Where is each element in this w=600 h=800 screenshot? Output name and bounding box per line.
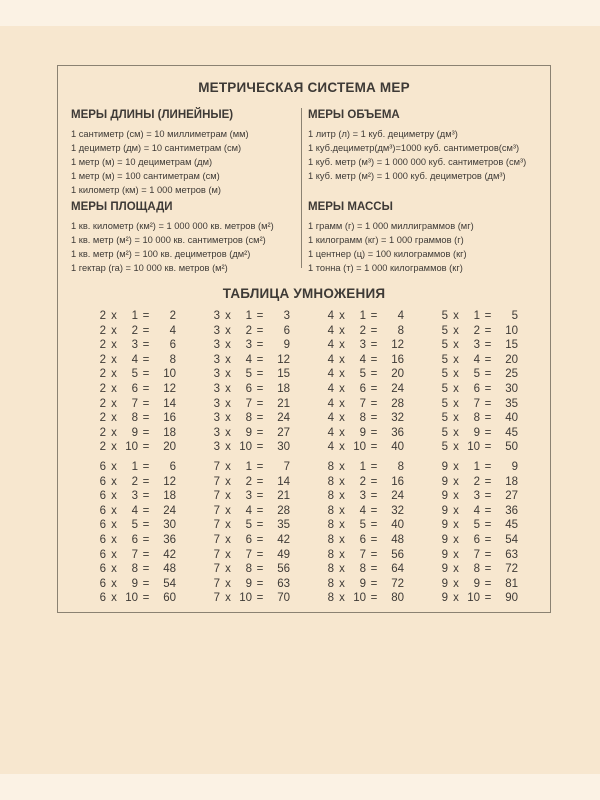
mult-row: 8 x 7 = 56 bbox=[327, 548, 404, 561]
mult-row: 8 x 5 = 40 bbox=[327, 519, 404, 532]
mult-row: 4 x 4 = 16 bbox=[327, 353, 404, 366]
mult-row: 8 x 2 = 16 bbox=[327, 475, 404, 488]
mult-row: 3 x 3 = 9 bbox=[213, 339, 290, 352]
mult-row: 6 x 8 = 48 bbox=[99, 563, 176, 576]
multiplication-title: ТАБЛИЦА УМНОЖЕНИЯ bbox=[222, 286, 386, 301]
section-volume bbox=[308, 109, 526, 183]
mult-row: 4 x 10 = 40 bbox=[327, 441, 404, 454]
mult-row: 5 x 3 = 15 bbox=[441, 339, 518, 352]
mult-row: 8 x 6 = 48 bbox=[327, 533, 404, 546]
mult-row: 4 x 6 = 24 bbox=[327, 382, 404, 395]
mult-block-5 bbox=[438, 309, 518, 455]
mult-row: 9 x 7 = 63 bbox=[441, 548, 518, 561]
conversion-line: 1 куб. метр (м²) = 1 000 куб. дециметров (дм³) bbox=[308, 171, 506, 181]
conversion-line: 1 метр (м) = 100 сантиметрам (см) bbox=[71, 171, 220, 181]
section-length bbox=[71, 109, 249, 197]
conversion-line: 1 кв. километр (км²) = 1 000 000 кв. метров (м²) bbox=[71, 221, 274, 231]
mult-row: 5 x 9 = 45 bbox=[441, 426, 518, 439]
conversion-line: 1 метр (м) = 10 дециметрам (дм) bbox=[71, 157, 213, 167]
conversion-line: 1 грамм (г) = 1 000 миллиграммов (мг) bbox=[308, 221, 474, 231]
conversion-line: 1 куб.дециметр(дм³)=1000 куб. сантиметров(см³) bbox=[308, 143, 520, 153]
section-area bbox=[71, 201, 274, 275]
mult-row: 4 x 2 = 8 bbox=[327, 324, 404, 337]
mult-row: 8 x 4 = 32 bbox=[327, 504, 404, 517]
mult-row: 5 x 8 = 40 bbox=[441, 412, 518, 425]
mult-row: 9 x 1 = 9 bbox=[441, 461, 518, 473]
section-heading: МЕРЫ ПЛОЩАДИ bbox=[71, 201, 173, 213]
mult-row: 3 x 7 = 21 bbox=[213, 397, 290, 410]
mult-block-2 bbox=[96, 309, 176, 455]
conversion-line: 1 тонна (т) = 1 000 килограммов (кг) bbox=[308, 263, 463, 273]
mult-row: 3 x 5 = 15 bbox=[213, 368, 290, 381]
section-heading: МЕРЫ МАССЫ bbox=[308, 201, 393, 213]
mult-row: 9 x 6 = 54 bbox=[441, 533, 518, 546]
mult-row: 4 x 1 = 4 bbox=[327, 310, 404, 322]
mult-row: 5 x 2 = 10 bbox=[441, 324, 518, 337]
mult-row: 5 x 4 = 20 bbox=[441, 353, 518, 366]
mult-row: 2 x 6 = 12 bbox=[99, 382, 176, 395]
mult-row: 6 x 7 = 42 bbox=[99, 548, 176, 561]
mult-row: 5 x 10 = 50 bbox=[441, 441, 518, 454]
mult-row: 2 x 9 = 18 bbox=[99, 426, 176, 439]
mult-row: 7 x 8 = 56 bbox=[213, 563, 290, 576]
mult-row: 5 x 7 = 35 bbox=[441, 397, 518, 410]
mult-block-8 bbox=[324, 460, 404, 606]
mult-row: 2 x 3 = 6 bbox=[99, 339, 176, 352]
mult-row: 3 x 6 = 18 bbox=[213, 382, 290, 395]
mult-row: 3 x 1 = 3 bbox=[213, 310, 290, 322]
section-mass bbox=[308, 201, 474, 275]
conversion-line: 1 гектар (га) = 10 000 кв. метров (м²) bbox=[71, 263, 228, 273]
mult-row: 9 x 8 = 72 bbox=[441, 563, 518, 576]
conversion-line: 1 сантиметр (см) = 10 миллиметрам (мм) bbox=[71, 129, 249, 139]
mult-row: 6 x 3 = 18 bbox=[99, 490, 176, 503]
mult-row: 3 x 2 = 6 bbox=[213, 324, 290, 337]
mult-row: 9 x 9 = 81 bbox=[441, 577, 518, 590]
mult-row: 2 x 5 = 10 bbox=[99, 368, 176, 381]
mult-row: 6 x 5 = 30 bbox=[99, 519, 176, 532]
mult-row: 8 x 8 = 64 bbox=[327, 563, 404, 576]
mult-row: 2 x 10 = 20 bbox=[99, 441, 176, 454]
mult-row: 7 x 7 = 49 bbox=[213, 548, 290, 561]
bottom-margin bbox=[0, 774, 600, 800]
mult-row: 7 x 1 = 7 bbox=[213, 461, 290, 473]
mult-row: 4 x 8 = 32 bbox=[327, 412, 404, 425]
mult-row: 7 x 10 = 70 bbox=[213, 592, 290, 605]
conversion-line: 1 куб. метр (м³) = 1 000 000 куб. сантиметров (см³) bbox=[308, 157, 527, 167]
mult-row: 9 x 4 = 36 bbox=[441, 504, 518, 517]
mult-row: 6 x 2 = 12 bbox=[99, 475, 176, 488]
mult-row: 5 x 6 = 30 bbox=[441, 382, 518, 395]
mult-row: 4 x 7 = 28 bbox=[327, 397, 404, 410]
mult-row: 2 x 8 = 16 bbox=[99, 412, 176, 425]
mult-row: 3 x 9 = 27 bbox=[213, 426, 290, 439]
mult-row: 8 x 10 = 80 bbox=[327, 592, 404, 605]
mult-row: 7 x 2 = 14 bbox=[213, 475, 290, 488]
mult-row: 3 x 10 = 30 bbox=[213, 441, 290, 454]
mult-block-9 bbox=[438, 460, 518, 606]
mult-row: 3 x 8 = 24 bbox=[213, 412, 290, 425]
mult-row: 7 x 6 = 42 bbox=[213, 533, 290, 546]
conversion-line: 1 литр (л) = 1 куб. дециметру (дм³) bbox=[308, 129, 458, 139]
mult-row: 7 x 9 = 63 bbox=[213, 577, 290, 590]
mult-row: 7 x 3 = 21 bbox=[213, 490, 290, 503]
mult-row: 7 x 4 = 28 bbox=[213, 504, 290, 517]
conversion-line: 1 дециметр (дм) = 10 сантиметрам (см) bbox=[71, 143, 242, 153]
mult-row: 4 x 5 = 20 bbox=[327, 368, 404, 381]
mult-row: 6 x 10 = 60 bbox=[99, 592, 176, 605]
mult-row: 6 x 6 = 36 bbox=[99, 533, 176, 546]
mult-row: 8 x 3 = 24 bbox=[327, 490, 404, 503]
mult-row: 6 x 4 = 24 bbox=[99, 504, 176, 517]
mult-row: 8 x 9 = 72 bbox=[327, 577, 404, 590]
mult-row: 7 x 5 = 35 bbox=[213, 519, 290, 532]
mult-row: 5 x 5 = 25 bbox=[441, 368, 518, 381]
mult-row: 4 x 3 = 12 bbox=[327, 339, 404, 352]
mult-row: 6 x 9 = 54 bbox=[99, 577, 176, 590]
conversion-line: 1 килограмм (кг) = 1 000 граммов (г) bbox=[308, 235, 464, 245]
mult-block-7 bbox=[210, 460, 290, 606]
mult-row: 6 x 1 = 6 bbox=[99, 461, 176, 473]
section-heading: МЕРЫ ОБЪЕМА bbox=[308, 109, 400, 121]
mult-row: 4 x 9 = 36 bbox=[327, 426, 404, 439]
mult-row: 9 x 2 = 18 bbox=[441, 475, 518, 488]
mult-row: 2 x 4 = 8 bbox=[99, 353, 176, 366]
conversion-line: 1 километр (км) = 1 000 метров (м) bbox=[71, 185, 222, 195]
mult-block-3 bbox=[210, 309, 290, 455]
mult-block-6 bbox=[96, 460, 176, 606]
conversion-line: 1 кв. метр (м²) = 100 кв. дециметров (дм²) bbox=[71, 249, 251, 259]
mult-row: 9 x 3 = 27 bbox=[441, 490, 518, 503]
mult-row: 5 x 1 = 5 bbox=[441, 310, 518, 322]
reference-card bbox=[57, 65, 551, 613]
top-margin bbox=[0, 0, 600, 26]
section-heading: МЕРЫ ДЛИНЫ (ЛИНЕЙНЫЕ) bbox=[71, 109, 234, 121]
mult-row: 2 x 7 = 14 bbox=[99, 397, 176, 410]
mult-row: 2 x 2 = 4 bbox=[99, 324, 176, 337]
conversion-line: 1 кв. метр (м²) = 10 000 кв. сантиметров (см²) bbox=[71, 235, 266, 245]
page-title: МЕТРИЧЕСКАЯ СИСТЕМА МЕР bbox=[198, 80, 410, 95]
mult-row: 2 x 1 = 2 bbox=[99, 310, 176, 322]
column-divider bbox=[301, 108, 302, 268]
mult-row: 9 x 10 = 90 bbox=[441, 592, 518, 605]
mult-block-4 bbox=[324, 309, 404, 455]
mult-row: 8 x 1 = 8 bbox=[327, 461, 404, 473]
mult-row: 3 x 4 = 12 bbox=[213, 353, 290, 366]
mult-row: 9 x 5 = 45 bbox=[441, 519, 518, 532]
conversion-line: 1 центнер (ц) = 100 килограммов (кг) bbox=[308, 249, 467, 259]
